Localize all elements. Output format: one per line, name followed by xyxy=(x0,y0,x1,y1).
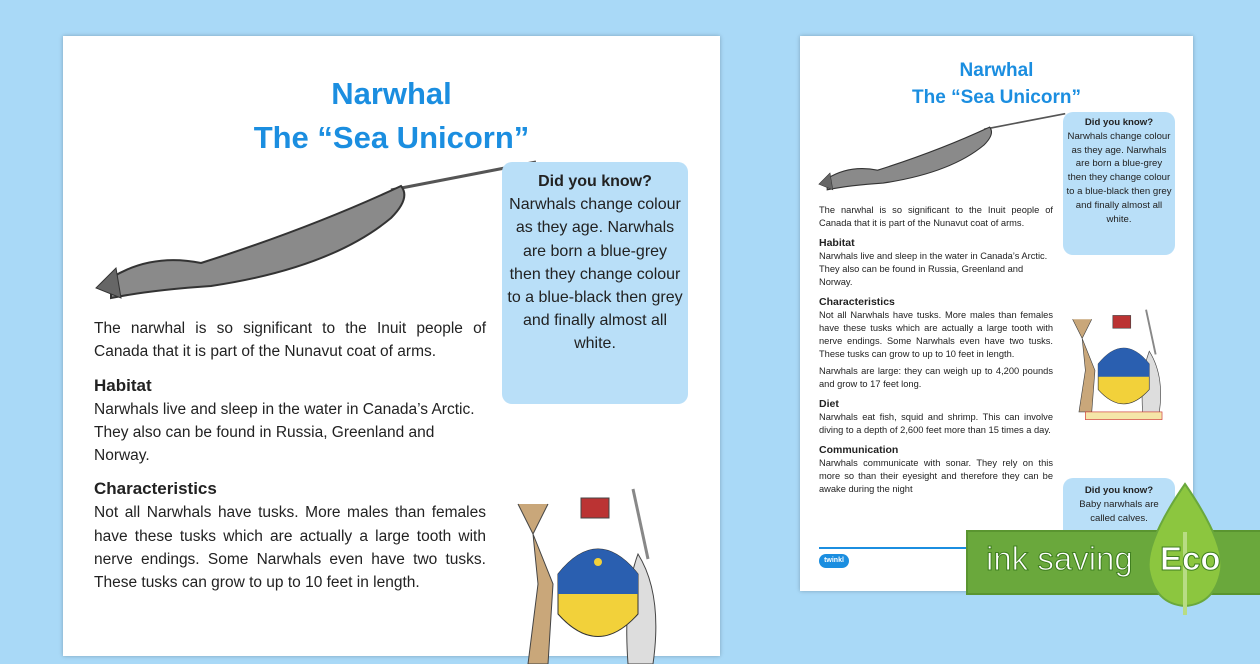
coat-of-arms-illustration xyxy=(1063,304,1178,424)
coat-of-arms-illustration xyxy=(503,484,683,664)
body-text-column xyxy=(94,317,486,595)
did-you-know-text: Narwhals change colour as they age. Narwhals are born a blue-grey then they change colour to a blue-black then grey and finally almost all white. xyxy=(1066,130,1172,225)
title-line-2: The “Sea Unicorn” xyxy=(253,120,530,155)
habitat-text: Narwhals live and sleep in the water in Canada’s Arctic. They also can be found in Russia, Greenland and Norway. xyxy=(94,400,475,465)
did-you-know-heading: Did you know? xyxy=(1084,117,1154,128)
characteristics-heading: Characteristics xyxy=(819,296,895,308)
did-you-know-box xyxy=(1063,112,1175,255)
body-text-column xyxy=(819,204,1053,496)
intro-text: The narwhal is so significant to the Inuit people of Canada that it is part of the Nunavut coat of arms. xyxy=(819,205,1053,228)
did-you-know-box xyxy=(502,162,688,404)
title-line-1: Narwhal xyxy=(331,76,452,111)
page-title xyxy=(800,57,1193,111)
characteristics-text: Not all Narwhals have tusks. More males than females have these tusks which are actually a large tooth with nerve endings. Some Narwhals even have two tusks. These tusks can grow to up to 10 feet in length. xyxy=(819,310,1053,359)
characteristics-text: Not all Narwhals have tusks. More males than females have these tusks which are actually a large tooth with nerve endings. Some Narwhals even have two tusks. These tusks can grow to up to 10 feet in length. xyxy=(94,504,486,592)
did-you-know-heading: Did you know? xyxy=(1084,485,1154,496)
habitat-text: Narwhals live and sleep in the water in Canada’s Arctic. They also can be found in Russia, Greenland and Norway. xyxy=(819,251,1048,287)
characteristics-text-2: Narwhals are large: they can weigh up to 4,200 pounds and grow to 17 feet long. xyxy=(819,366,1053,389)
eco-label: Eco xyxy=(1160,540,1221,577)
communication-heading: Communication xyxy=(819,444,899,456)
did-you-know-text: Baby narwhals are called calves. xyxy=(1079,498,1159,524)
communication-text: Narwhals communicate with sonar. They rely on this more so than their eyesight and therefore they can be awake during the night xyxy=(819,458,1053,494)
did-you-know-text: Narwhals change colour as they age. Narwhals are born a blue-grey then they change colour to a blue-black then grey and finally almost all white. xyxy=(507,196,683,353)
narwhal-illustration xyxy=(816,110,1068,194)
title-line-2: The “Sea Unicorn” xyxy=(912,87,1081,108)
habitat-heading: Habitat xyxy=(94,375,152,395)
characteristics-heading: Characteristics xyxy=(94,479,217,499)
did-you-know-heading: Did you know? xyxy=(538,173,652,190)
diet-heading: Diet xyxy=(819,398,839,410)
worksheet-preview-small xyxy=(800,36,1193,591)
narwhal-illustration xyxy=(91,158,541,303)
ink-saving-label: ink saving xyxy=(986,540,1133,577)
page-title xyxy=(63,72,720,160)
worksheet-preview-large xyxy=(63,36,720,656)
twinkl-logo: twinkl xyxy=(819,554,849,568)
intro-text: The narwhal is so significant to the Inuit people of Canada that it is part of the Nunavut coat of arms. xyxy=(94,320,486,361)
habitat-heading: Habitat xyxy=(819,237,855,249)
diet-text: Narwhals eat fish, squid and shrimp. This can involve diving to a depth of 2,600 feet more than 15 times a day. xyxy=(819,412,1053,435)
title-line-1: Narwhal xyxy=(959,60,1034,81)
